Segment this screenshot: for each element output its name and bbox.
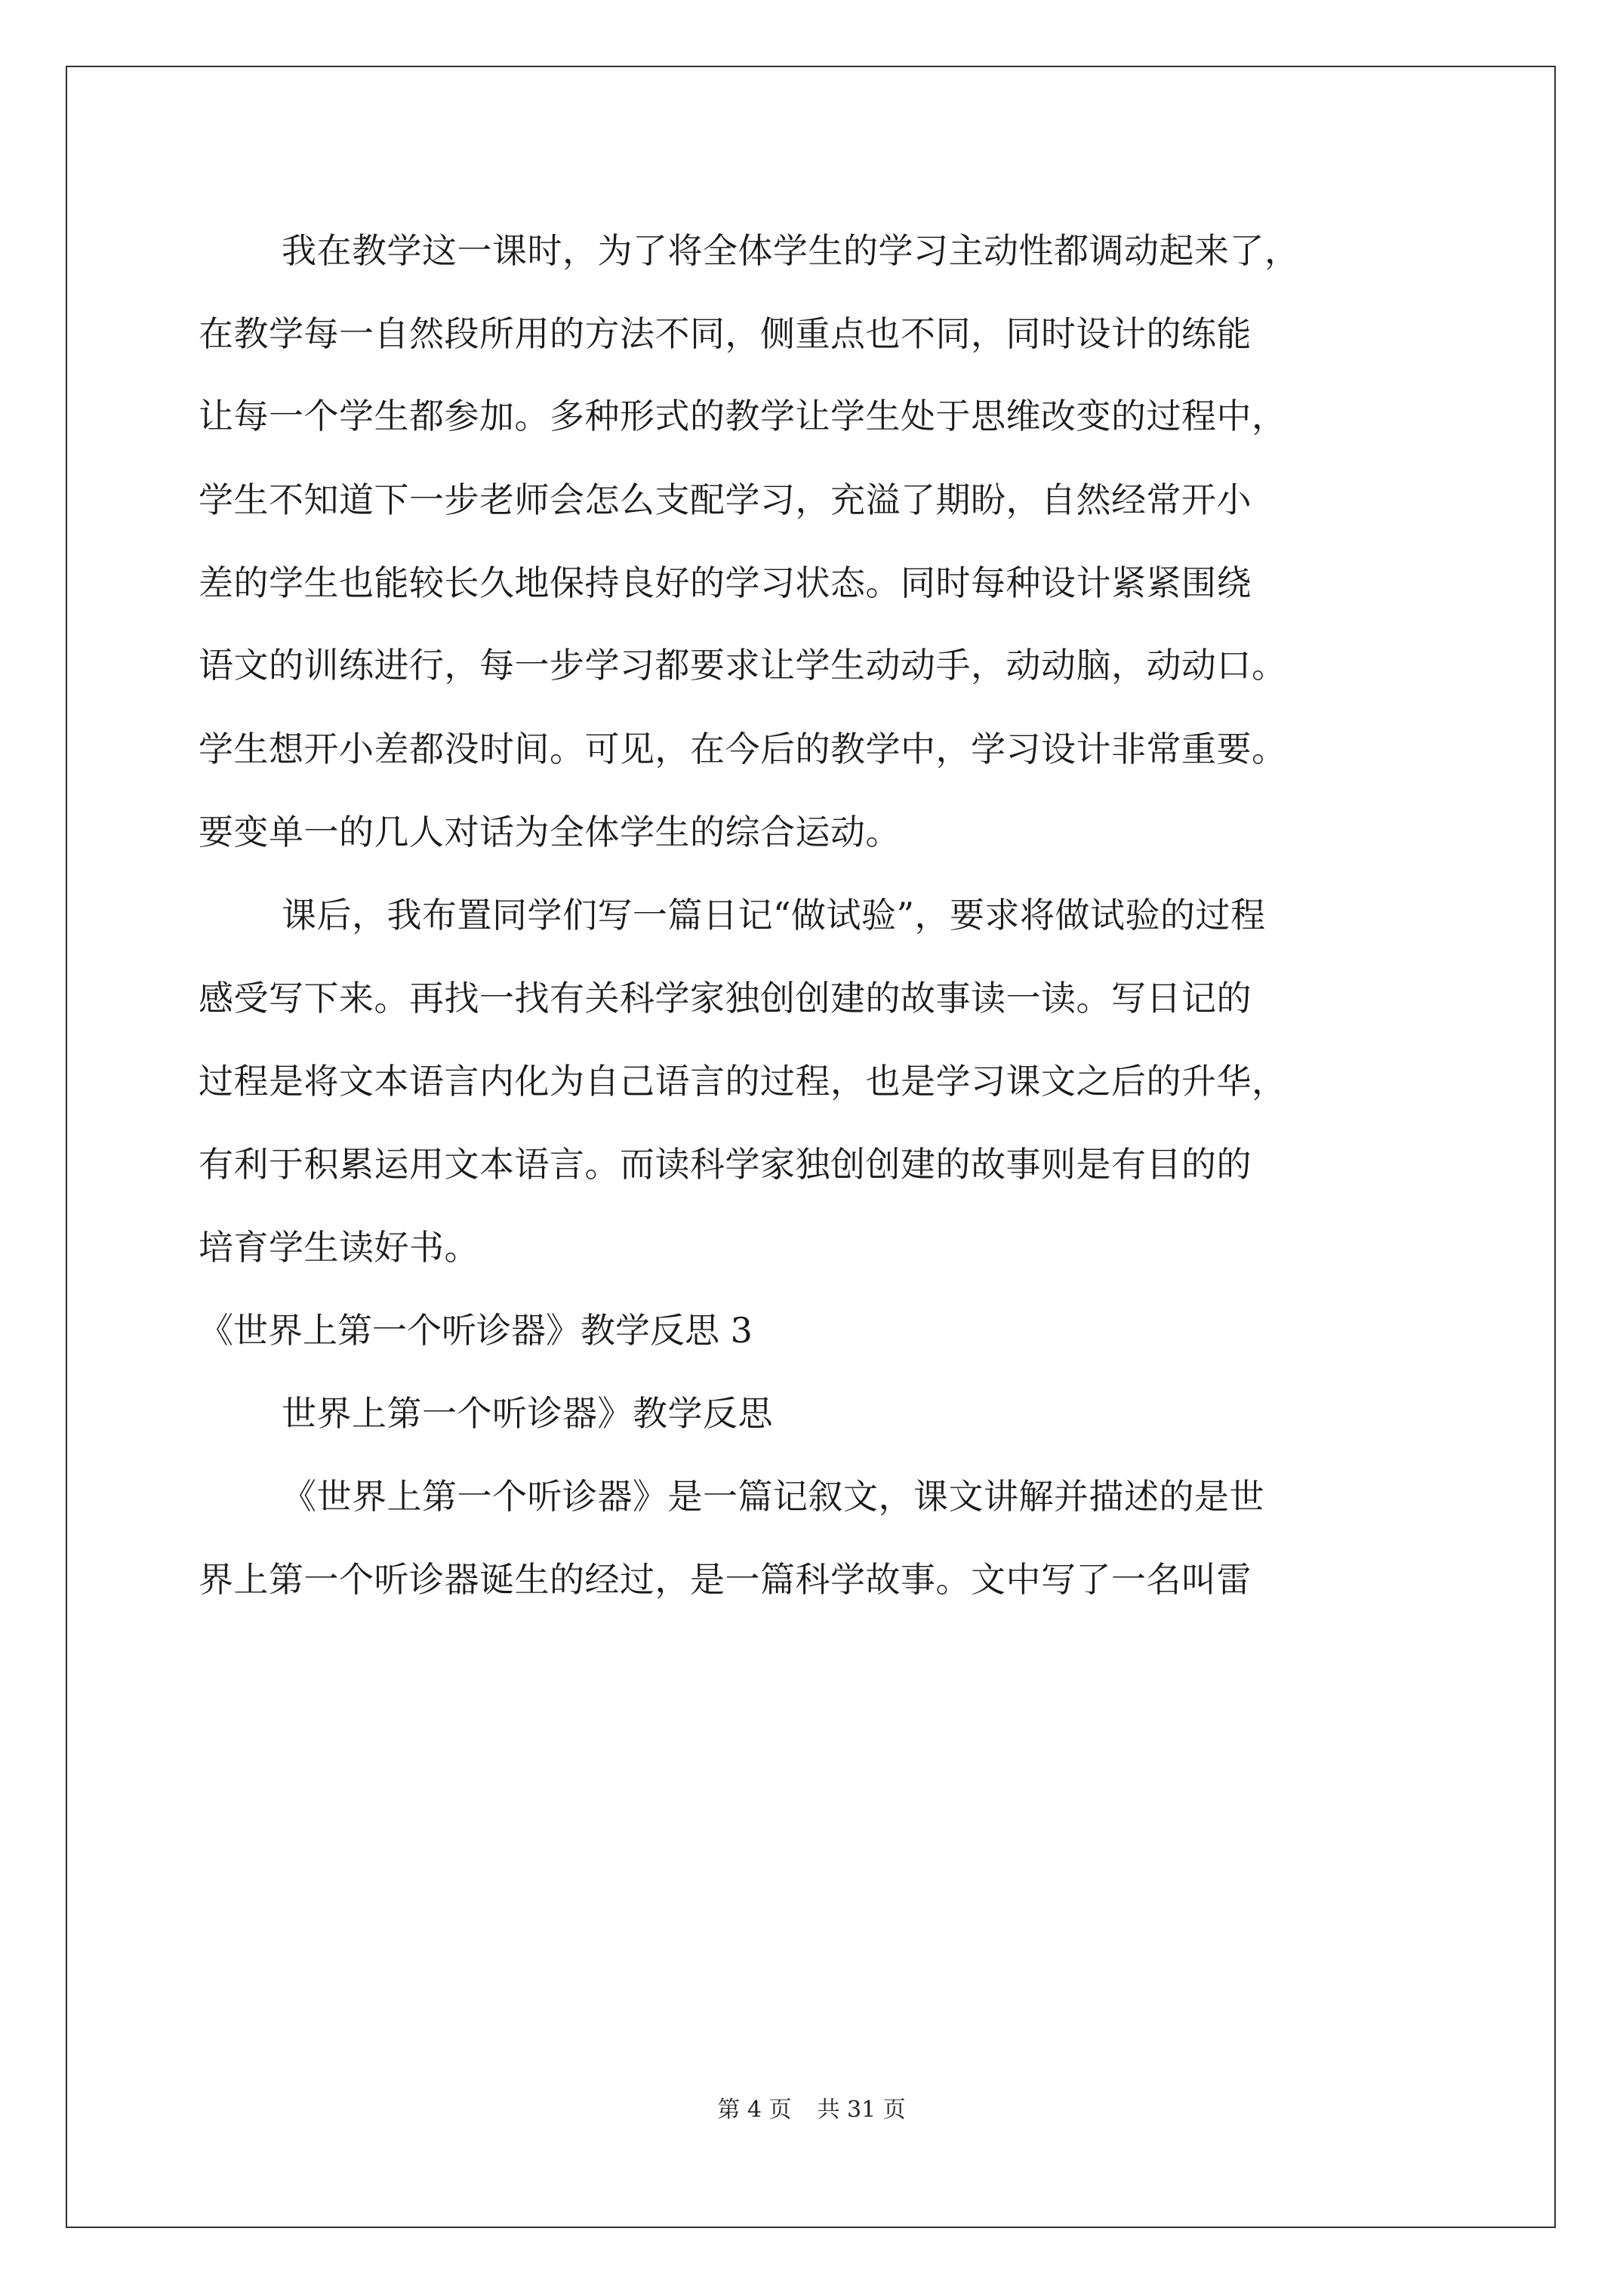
paragraph-line: 在教学每一自然段所用的方法不同，侧重点也不同，同时设计的练能 (199, 313, 1252, 354)
paragraph-line: 差的学生也能较长久地保持良好的学习状态。同时每种设计紧紧围绕 (199, 562, 1252, 603)
paragraph-line: 世界上第一个听诊器》教学反思 (282, 1393, 773, 1434)
paragraph-line: 要变单一的几人对话为全体学生的综合运动。 (199, 812, 901, 852)
paragraph-line: 让每一个学生都参加。多种形式的教学让学生处于思维改变的过程中， (199, 396, 1287, 436)
paragraph-line: 培育学生读好书。 (199, 1227, 479, 1268)
paragraph-line: 《世界上第一个听诊器》是一篇记叙文，课文讲解并描述的是世 (282, 1476, 1264, 1517)
paragraph-line: 课后，我布置同学们写一篇日记“做试验”，要求将做试验的过程 (282, 895, 1266, 935)
page-footer (0, 2095, 1623, 2125)
paragraph-line: 过程是将文本语言内化为自己语言的过程，也是学习课文之后的升华， (199, 1061, 1287, 1102)
paragraph-line: 学生不知道下一步老师会怎么支配学习，充溢了期盼，自然经常开小 (199, 479, 1252, 520)
paragraph-line: 界上第一个听诊器诞生的经过，是一篇科学故事。文中写了一名叫雷 (199, 1559, 1252, 1600)
page-number-total: 共 31 页 (817, 2097, 906, 2123)
paragraph-line: 感受写下来。再找一找有关科学家独创创建的故事读一读。写日记的 (199, 978, 1252, 1019)
page-number-current: 第 4 页 (717, 2097, 792, 2123)
paragraph-line: 语文的训练进行，每一步学习都要求让学生动动手，动动脑，动动口。 (199, 645, 1287, 686)
paragraph-line: 有利于积累运用文本语言。而读科学家独创创建的故事则是有目的的 (199, 1144, 1252, 1185)
section-heading: 《世界上第一个听诊器》教学反思 3 (199, 1310, 753, 1351)
paragraph-line: 我在教学这一课时，为了将全体学生的学习主动性都调动起来了， (282, 230, 1300, 271)
paragraph-line: 学生想开小差都没时间。可见，在今后的教学中，学习设计非常重要。 (199, 729, 1287, 769)
